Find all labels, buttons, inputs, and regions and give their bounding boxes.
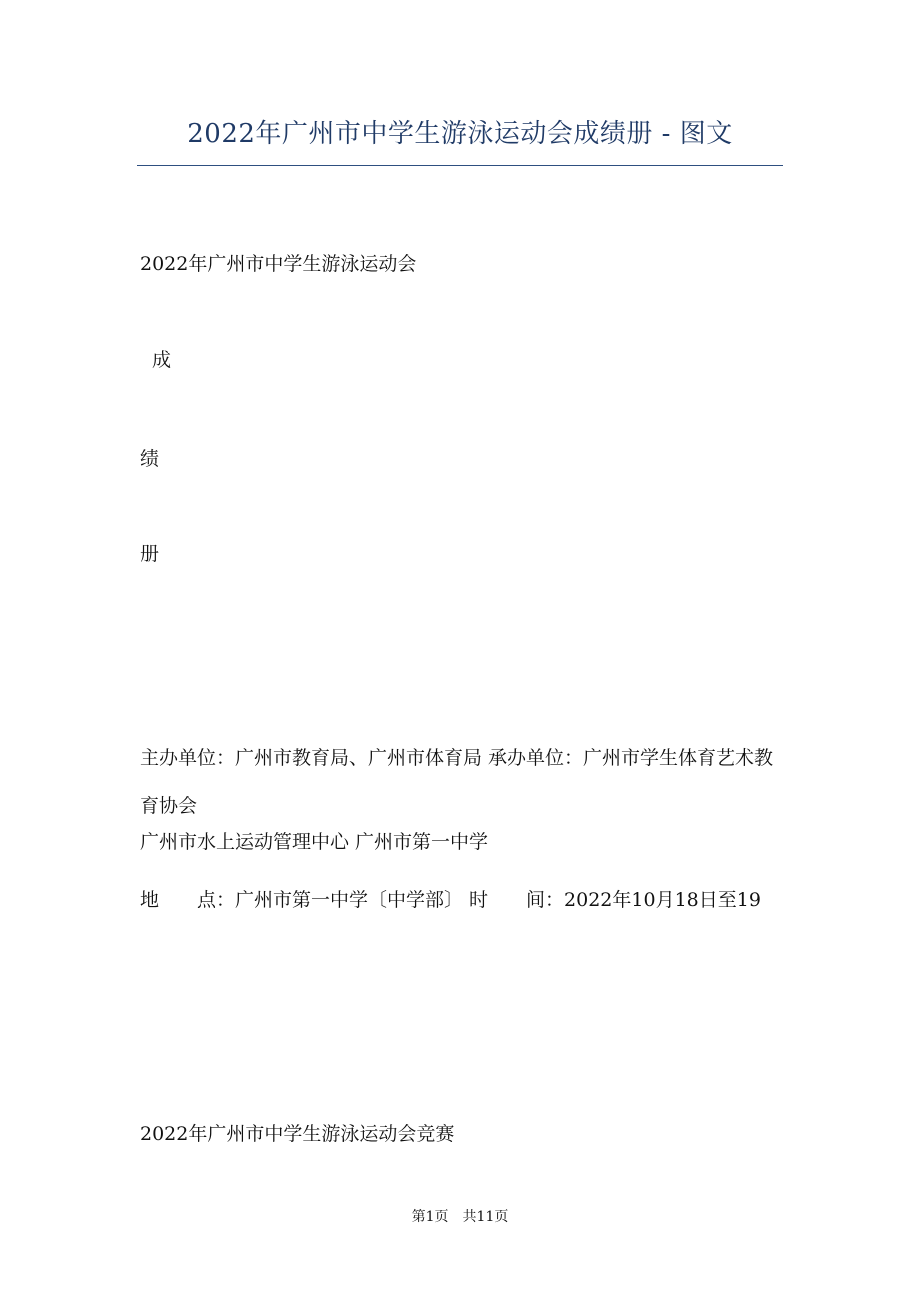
title-underline [137, 165, 783, 166]
document-title: 2022年广州市中学生游泳运动会成绩册 - 图文 [187, 119, 733, 149]
co-organizers-line: 广州市水上运动管理中心 广州市第一中学 [140, 831, 489, 853]
cover-char-ji: 绩 [140, 448, 160, 470]
event-name-line: 2022年广州市中学生游泳运动会 [140, 253, 417, 275]
venue-time-paragraph: 地 点：广州市第一中学〔中学部〕 时 间：2022年10月18日至19 [140, 889, 761, 911]
page-number-footer: 第1页 共11页 [411, 1209, 509, 1225]
competition-heading: 2022年广州市中学生游泳运动会竞赛 [140, 1123, 455, 1145]
cover-char-ce: 册 [140, 543, 160, 565]
cover-char-cheng: 成 [152, 349, 172, 371]
organizers-paragraph: 主办单位：广州市教育局、广州市体育局 承办单位：广州市学生体育艺术教育协会 [140, 747, 774, 817]
